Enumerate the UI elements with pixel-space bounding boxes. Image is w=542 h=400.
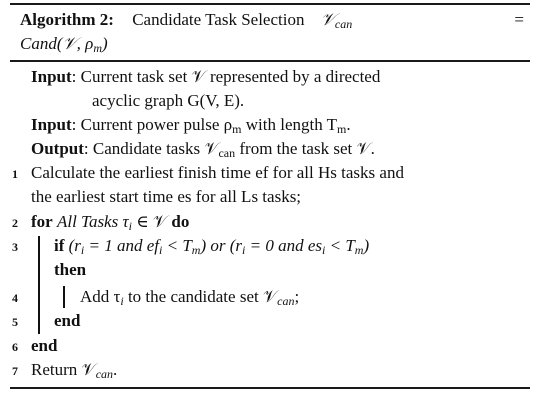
if-block-indent-bar [63,286,65,308]
output-line: Output: Candidate tasks 𝒱$_{can}$ from the task set 𝒱. [31,139,375,160]
input-line-1: Input: Current task set 𝒱 represented by a directed [31,67,381,86]
input-line-1-continued: acyclic graph G(V, E). [92,91,245,110]
caption-lhs: 𝒱$_{can}$ [320,10,353,31]
line-number-2: 2 [12,216,18,230]
caption-rule [10,60,530,62]
caption-equals: = [514,10,524,29]
step-7-return: Return 𝒱$_{can}$. [31,360,118,381]
caption-signature: Cand(𝒱, $\rho_m$) [20,34,108,55]
line-number-6: 6 [12,340,18,354]
step-1-line-b: the earliest start time es for all Ls tasks; [31,187,302,206]
algorithm-caption [20,9,528,31]
input-line-2: Input: Current power pulse $\rho_m$ with length $T_m$. [31,115,351,136]
line-number-4: 4 [12,291,18,305]
step-5-end-if: end [54,311,81,330]
for-loop-indent-bar [38,236,40,334]
bottom-rule [10,387,530,389]
line-number-1: 1 [12,167,18,181]
line-number-5: 5 [12,315,18,329]
step-3-then: then [54,260,87,279]
line-number-3: 3 [12,240,18,254]
step-4-add-task: Add $\tau_i$ to the candidate set 𝒱$_{can}$; [80,287,300,308]
algorithm-name: Candidate Task Selection [132,10,305,29]
step-3-if-condition: if ($r_i = 1$ and $ef_i < T_m$) or ($r_i = 0$ and $es_i < T_m$) [54,236,370,257]
step-2-for-loop: for All Tasks $\tau_i$ ∈ 𝒱 do [31,212,190,233]
top-rule [10,3,530,5]
line-number-7: 7 [12,364,18,378]
step-6-end-for: end [31,336,58,355]
algorithm-number: Algorithm 2: [20,10,114,29]
step-1-line-a: Calculate the earliest finish time ef for all Hs tasks and [31,163,404,182]
